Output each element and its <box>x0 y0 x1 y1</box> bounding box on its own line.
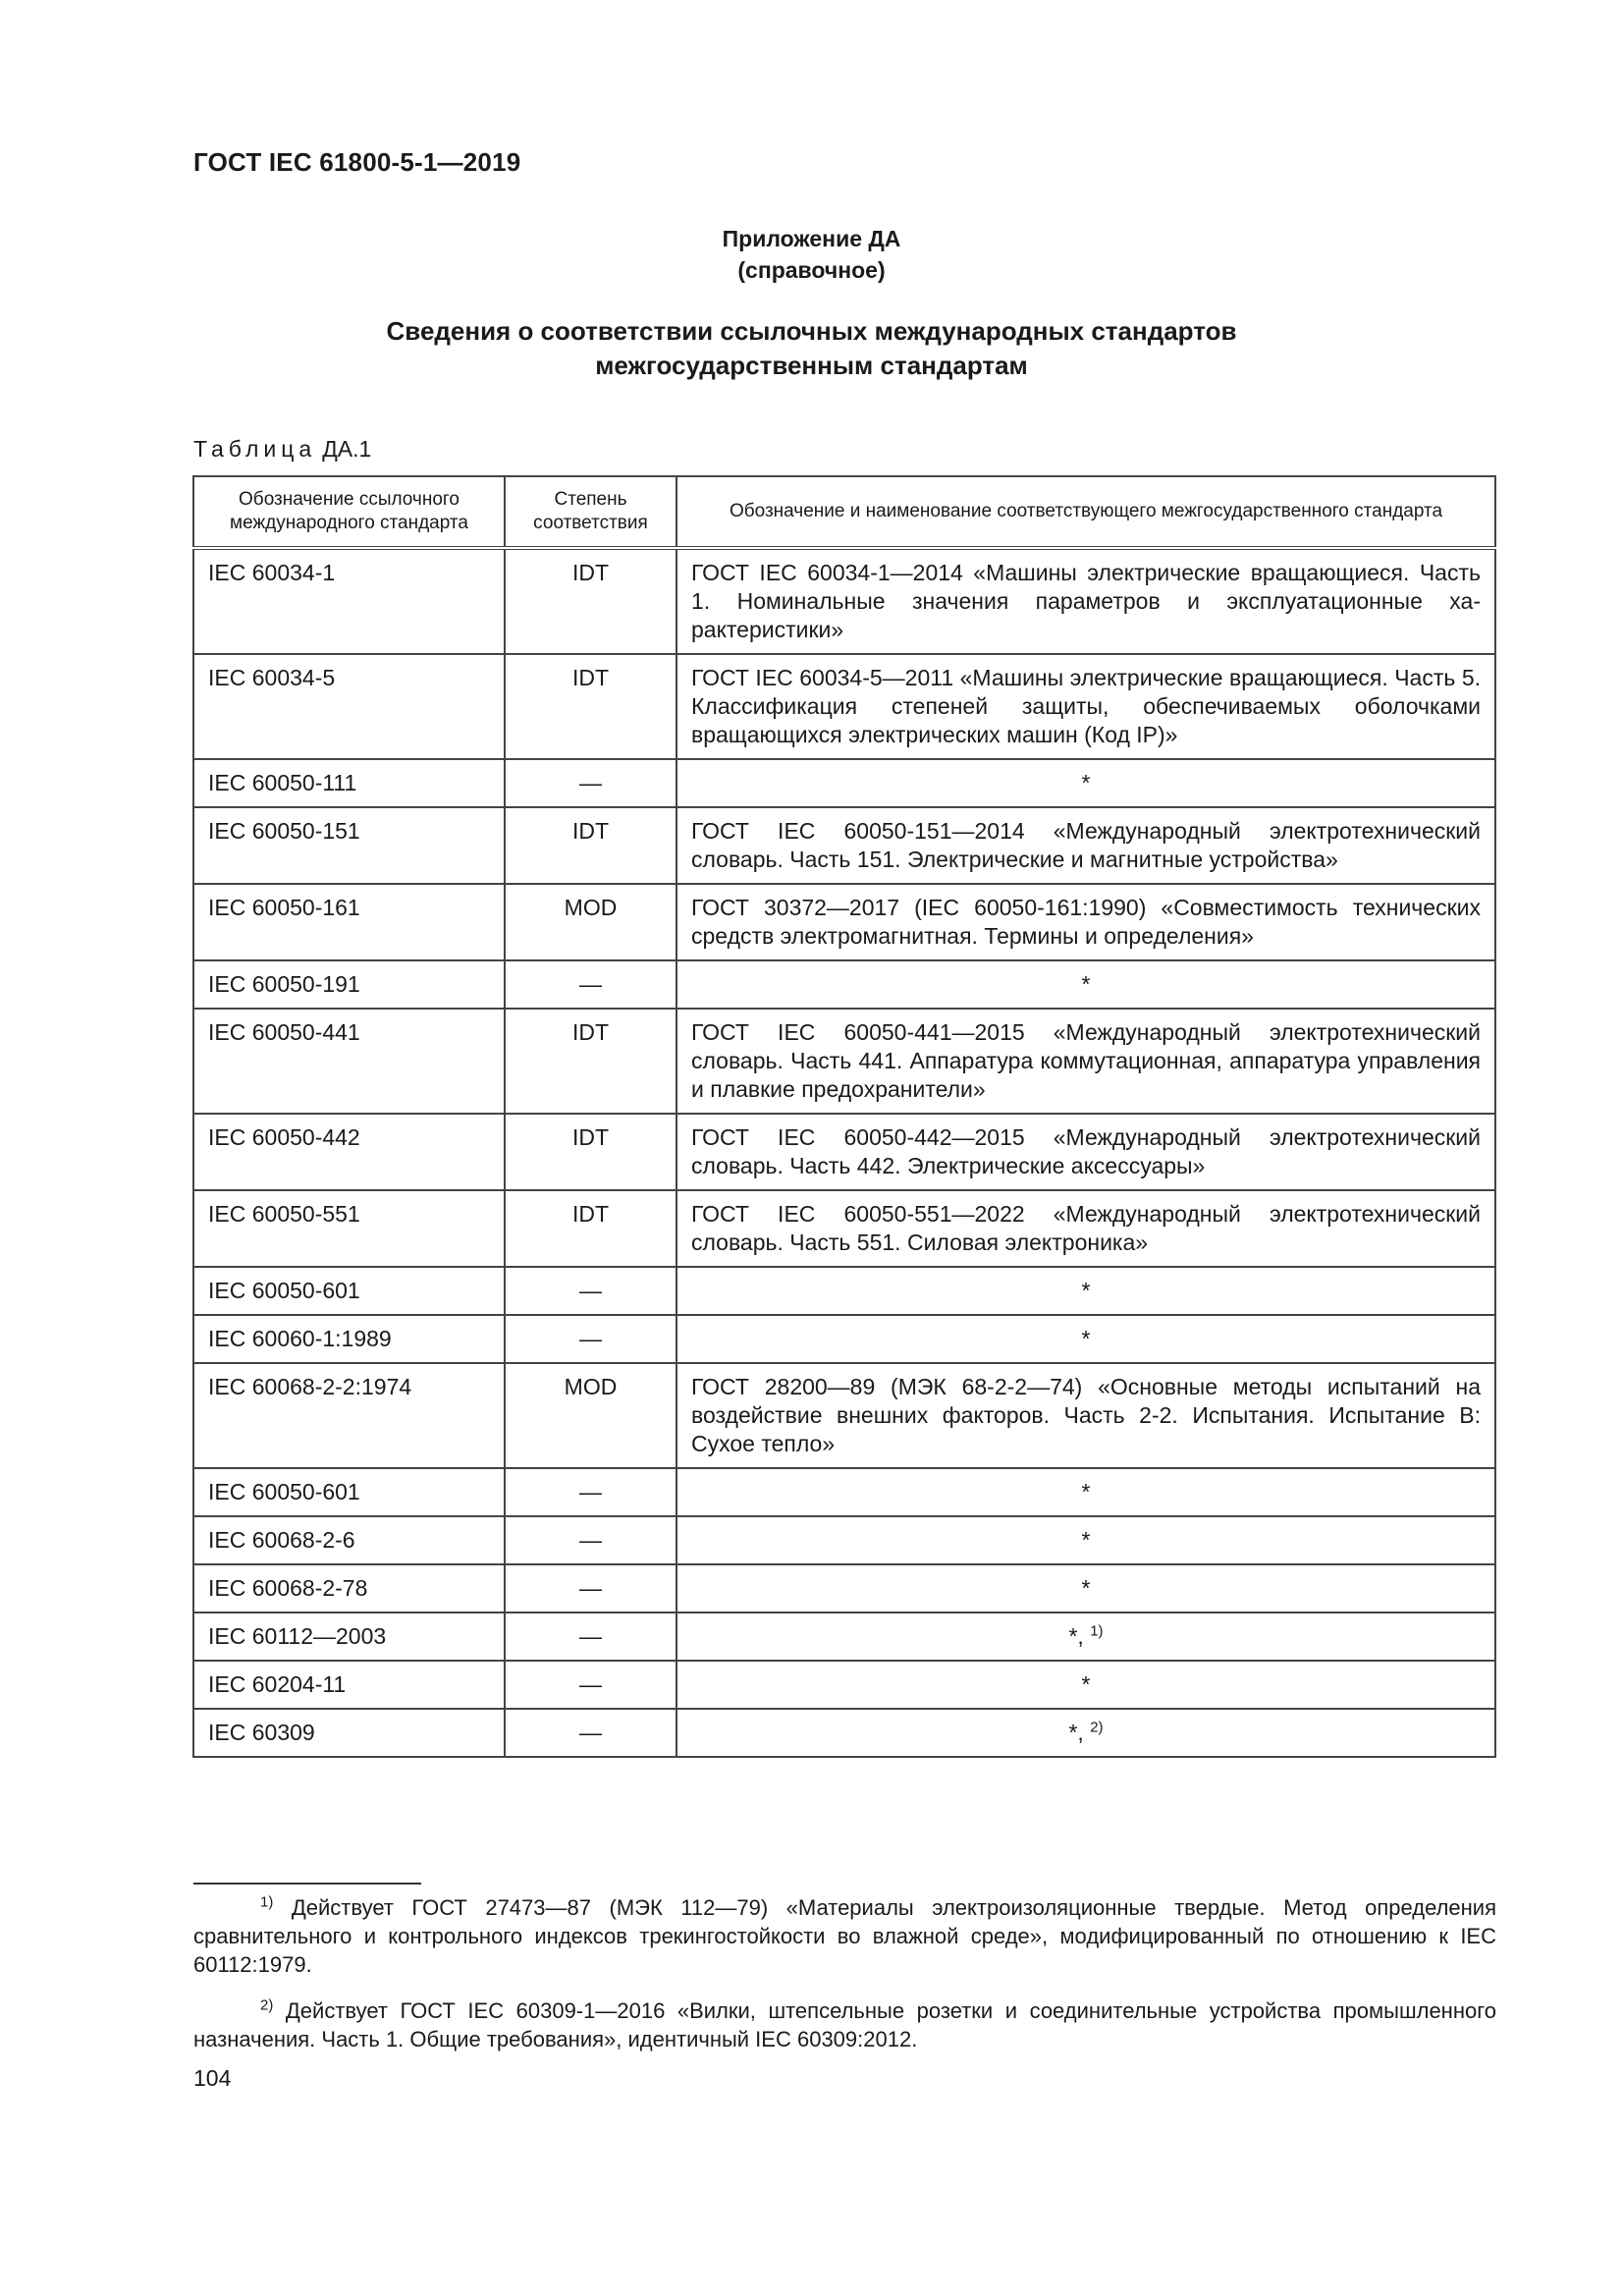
interstate-standard-text: * <box>1081 1671 1091 1697</box>
table-row <box>193 1613 1495 1661</box>
interstate-standard-text: ГОСТ IEC 60050-551—2022 «Международный электротехнический словарь. Часть 551. Силовая электроника» <box>691 1201 1481 1255</box>
reference-standard-cell: IEC 60068-2-2:1974 <box>193 1363 505 1468</box>
interstate-standard-text: ГОСТ 28200—89 (МЭК 68-2-2—74) «Основные методы испытаний на воздействие внешних факторов. Часть 2-2. Испытания. Испытание В: Сухое тепло» <box>691 1374 1481 1456</box>
table-row <box>193 1114 1495 1190</box>
interstate-standard-cell <box>676 548 1495 654</box>
footnote-divider <box>193 1883 421 1885</box>
interstate-standard-cell <box>676 1613 1495 1661</box>
degree-cell: — <box>505 1564 676 1613</box>
footnote-reference: 1) <box>1090 1622 1104 1640</box>
page-title-line-2: межгосударственным стандартам <box>595 351 1028 380</box>
footnote-2-mark: 2) <box>260 1996 274 2014</box>
reference-standard-cell: IEC 60050-161 <box>193 884 505 960</box>
interstate-standard-cell <box>676 807 1495 884</box>
reference-standard-cell: IEC 60050-151 <box>193 807 505 884</box>
page-title-line-1: Сведения о соответствии ссылочных международных стандартов <box>386 316 1237 346</box>
table-row <box>193 1009 1495 1114</box>
degree-cell: IDT <box>505 1009 676 1114</box>
interstate-standard-text: * <box>1081 1326 1091 1351</box>
degree-cell: — <box>505 1516 676 1564</box>
table-caption <box>193 436 371 463</box>
interstate-standard-cell <box>676 1516 1495 1564</box>
interstate-standard-cell <box>676 1709 1495 1757</box>
interstate-standard-cell <box>676 1661 1495 1709</box>
table-header-row <box>193 476 1495 548</box>
annex-title: Приложение ДА <box>722 226 901 251</box>
interstate-standard-cell <box>676 1190 1495 1267</box>
table-row <box>193 807 1495 884</box>
correspondence-table <box>192 475 1496 1758</box>
degree-cell: IDT <box>505 1190 676 1267</box>
table-row <box>193 884 1495 960</box>
header-interstate-standard: Обозначение и наименование соответствующего межгосударственного стандарта <box>676 476 1495 548</box>
reference-standard-cell: IEC 60034-1 <box>193 548 505 654</box>
interstate-standard-text: *, <box>1068 1720 1084 1745</box>
interstate-standard-cell <box>676 759 1495 807</box>
interstate-standard-cell <box>676 1564 1495 1613</box>
table-row <box>193 1661 1495 1709</box>
header-reference-standard: Обозначение ссылочного международного стандарта <box>193 476 505 548</box>
table-caption-id: ДА.1 <box>322 436 372 462</box>
interstate-standard-cell <box>676 1363 1495 1468</box>
degree-cell: MOD <box>505 1363 676 1468</box>
reference-standard-cell: IEC 60050-111 <box>193 759 505 807</box>
footnote-1-mark: 1) <box>260 1893 274 1911</box>
degree-cell: — <box>505 1468 676 1516</box>
footnote-reference: 2) <box>1090 1719 1104 1736</box>
document-code: ГОСТ IEC 61800-5-1—2019 <box>193 147 521 177</box>
degree-cell: — <box>505 759 676 807</box>
interstate-standard-cell <box>676 654 1495 759</box>
reference-standard-cell: IEC 60050-551 <box>193 1190 505 1267</box>
table-row <box>193 960 1495 1009</box>
table-row <box>193 1468 1495 1516</box>
interstate-standard-cell <box>676 960 1495 1009</box>
table-row <box>193 654 1495 759</box>
interstate-standard-text: *, <box>1068 1623 1084 1649</box>
degree-cell: — <box>505 1613 676 1661</box>
table-row <box>193 1267 1495 1315</box>
degree-cell: MOD <box>505 884 676 960</box>
table-caption-word: Таблица <box>193 436 317 462</box>
reference-standard-cell: IEC 60112—2003 <box>193 1613 505 1661</box>
page-title <box>0 314 1623 383</box>
interstate-standard-text: * <box>1081 1278 1091 1303</box>
interstate-standard-cell <box>676 1009 1495 1114</box>
interstate-standard-text: * <box>1081 1527 1091 1553</box>
annex-heading <box>0 223 1623 286</box>
reference-standard-cell: IEC 60050-191 <box>193 960 505 1009</box>
interstate-standard-cell <box>676 1315 1495 1363</box>
interstate-standard-cell <box>676 884 1495 960</box>
degree-cell: IDT <box>505 1114 676 1190</box>
reference-standard-cell: IEC 60050-442 <box>193 1114 505 1190</box>
degree-cell: — <box>505 1661 676 1709</box>
degree-cell: IDT <box>505 654 676 759</box>
table-row <box>193 1516 1495 1564</box>
table-row <box>193 1564 1495 1613</box>
reference-standard-cell: IEC 60060-1:1989 <box>193 1315 505 1363</box>
interstate-standard-text: * <box>1081 770 1091 795</box>
interstate-standard-cell <box>676 1468 1495 1516</box>
reference-standard-cell: IEC 60050-601 <box>193 1468 505 1516</box>
reference-standard-cell: IEC 60050-601 <box>193 1267 505 1315</box>
interstate-standard-cell <box>676 1114 1495 1190</box>
table-row <box>193 1315 1495 1363</box>
reference-standard-cell: IEC 60309 <box>193 1709 505 1757</box>
reference-standard-cell: IEC 60068-2-78 <box>193 1564 505 1613</box>
footnote-1-text: Действует ГОСТ 27473—87 (МЭК 112—79) «Материалы электроизоляционные твердые. Метод определения сравнительного и контрольного индексов трекингостойкости во влажной среде», модифицированный по отношению к IEC 60112:1979. <box>193 1895 1496 1977</box>
degree-cell: — <box>505 960 676 1009</box>
footnote-2-text: Действует ГОСТ IEC 60309-1—2016 «Вилки, штепсельные розетки и соединительные устройства промышленного назначения. Часть 1. Общие требования», идентичный IEC 60309:2012. <box>193 1998 1496 2051</box>
table-row <box>193 1190 1495 1267</box>
reference-standard-cell: IEC 60034-5 <box>193 654 505 759</box>
interstate-standard-text: * <box>1081 1479 1091 1504</box>
table-row <box>193 548 1495 654</box>
interstate-standard-text: * <box>1081 971 1091 997</box>
interstate-standard-text: ГОСТ IEC 60034-5—2011 «Машины электрические вращающиеся. Часть 5. Классификация степеней защиты, обеспечиваемых оболочками вращающихся электрических машин (Код IP)» <box>691 665 1481 747</box>
degree-cell: — <box>505 1267 676 1315</box>
degree-cell: IDT <box>505 807 676 884</box>
interstate-standard-text: ГОСТ IEC 60050-151—2014 «Международный электротехнический словарь. Часть 151. Электрические и магнитные устройства» <box>691 818 1481 872</box>
annex-status: (справочное) <box>737 257 886 283</box>
reference-standard-cell: IEC 60204-11 <box>193 1661 505 1709</box>
header-degree: Степень соответствия <box>505 476 676 548</box>
reference-standard-cell: IEC 60050-441 <box>193 1009 505 1114</box>
reference-standard-cell: IEC 60068-2-6 <box>193 1516 505 1564</box>
degree-cell: IDT <box>505 548 676 654</box>
degree-cell: — <box>505 1315 676 1363</box>
table-row <box>193 1709 1495 1757</box>
interstate-standard-text: ГОСТ 30372—2017 (IEC 60050-161:1990) «Совместимость технических средств электромагнитная. Термины и определения» <box>691 895 1481 949</box>
interstate-standard-text: ГОСТ IEC 60050-442—2015 «Международный электротехнический словарь. Часть 442. Электрические аксессуары» <box>691 1124 1481 1178</box>
table-row <box>193 759 1495 807</box>
page-number: 104 <box>193 2065 232 2091</box>
interstate-standard-text: ГОСТ IEC 60050-441—2015 «Международный электротехнический словарь. Часть 441. Аппаратура коммутационная, аппаратура управления и плавкие предохранители» <box>691 1019 1481 1102</box>
interstate-standard-text: ГОСТ IEC 60034-1—2014 «Машины электрические вращающиеся. Часть 1. Номинальные значения параметров и эксплуатационные характеристики» <box>691 560 1481 642</box>
interstate-standard-cell <box>676 1267 1495 1315</box>
interstate-standard-text: * <box>1081 1575 1091 1601</box>
table-row <box>193 1363 1495 1468</box>
footnote-1 <box>193 1893 1496 1979</box>
degree-cell: — <box>505 1709 676 1757</box>
footnote-2 <box>193 1996 1496 2053</box>
